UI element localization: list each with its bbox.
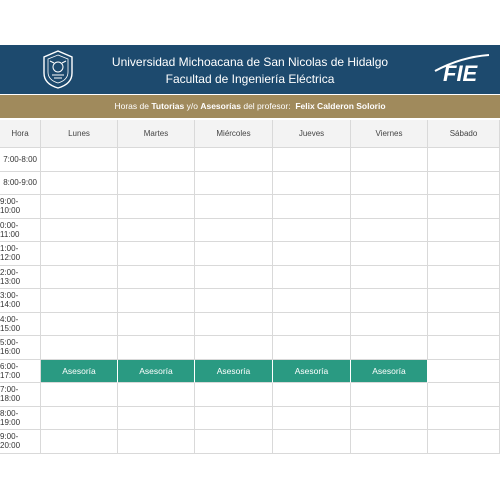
tutor-hours-banner (0, 95, 500, 118)
schedule-cell (118, 407, 195, 431)
table-row (0, 407, 500, 431)
column-header: Viernes (351, 120, 428, 148)
table-row (0, 266, 500, 290)
table-row (0, 360, 500, 384)
schedule-cell (41, 407, 118, 431)
column-header: Martes (118, 120, 195, 148)
schedule-cell (351, 219, 428, 243)
hour-cell: 2:00-13:00 (0, 266, 41, 290)
schedule-cell (195, 383, 273, 407)
table-row (0, 313, 500, 337)
schedule-cell (195, 407, 273, 431)
hour-cell: 9:00-20:00 (0, 430, 41, 454)
banner-prefix: Horas de (114, 101, 149, 111)
hour-cell: 7:00-8:00 (0, 148, 41, 172)
schedule-cell (273, 383, 351, 407)
schedule-cell (118, 289, 195, 313)
schedule-cell (428, 430, 500, 454)
column-header: Hora (0, 120, 41, 148)
asesoria-slot: Asesoría (41, 360, 118, 384)
schedule-cell (428, 219, 500, 243)
schedule-cell (351, 383, 428, 407)
schedule-cell (195, 148, 273, 172)
schedule-cell (41, 242, 118, 266)
hour-cell: 5:00-16:00 (0, 336, 41, 360)
table-row (0, 430, 500, 454)
schedule-cell (195, 172, 273, 196)
table-row (0, 336, 500, 360)
schedule-cell (41, 219, 118, 243)
schedule-cell (428, 360, 500, 384)
schedule-cell (428, 407, 500, 431)
table-row (0, 289, 500, 313)
schedule-cell (351, 289, 428, 313)
schedule-cell (118, 336, 195, 360)
column-header: Lunes (41, 120, 118, 148)
schedule-cell (273, 430, 351, 454)
table-row (0, 172, 500, 196)
schedule-cell (428, 172, 500, 196)
schedule-cell (41, 195, 118, 219)
hour-cell: 9:00-10:00 (0, 195, 41, 219)
schedule-cell (195, 219, 273, 243)
schedule-cell (41, 383, 118, 407)
schedule-cell (195, 242, 273, 266)
faculty-title: Facultad de Ingeniería Eléctrica (165, 72, 335, 86)
header-banner (0, 45, 500, 94)
hour-cell: 0:00-11:00 (0, 219, 41, 243)
hour-cell: 7:00-18:00 (0, 383, 41, 407)
schedule-cell (195, 289, 273, 313)
schedule-cell (428, 195, 500, 219)
asesoria-slot: Asesoría (118, 360, 195, 384)
schedule-cell (351, 266, 428, 290)
table-header-row (0, 120, 500, 148)
schedule-cell (351, 407, 428, 431)
asesoria-slot: Asesoría (351, 360, 428, 384)
table-row (0, 242, 500, 266)
schedule-cell (428, 148, 500, 172)
hour-cell: 6:00-17:00 (0, 360, 41, 384)
schedule-cell (41, 289, 118, 313)
schedule-cell (351, 430, 428, 454)
hour-cell: 8:00-19:00 (0, 407, 41, 431)
hour-cell: 4:00-15:00 (0, 313, 41, 337)
schedule-cell (273, 195, 351, 219)
schedule-cell (41, 266, 118, 290)
schedule-cell (428, 289, 500, 313)
schedule-cell (273, 407, 351, 431)
banner-tutorias: Tutorias (151, 101, 185, 111)
schedule-cell (41, 430, 118, 454)
schedule-cell (428, 266, 500, 290)
schedule-cell (118, 313, 195, 337)
schedule-cell (195, 313, 273, 337)
table-row (0, 148, 500, 172)
schedule-cell (428, 383, 500, 407)
schedule-cell (273, 289, 351, 313)
fie-logo-text: FIE (443, 61, 478, 86)
column-header: Sábado (428, 120, 500, 148)
schedule-cell (428, 336, 500, 360)
hour-cell: 1:00-12:00 (0, 242, 41, 266)
schedule-cell (118, 430, 195, 454)
schedule-cell (351, 195, 428, 219)
schedule-cell (118, 242, 195, 266)
schedule-cell (195, 336, 273, 360)
banner-asesorias: Asesorías (200, 101, 241, 111)
hour-cell: 8:00-9:00 (0, 172, 41, 196)
column-header: Miércoles (195, 120, 273, 148)
schedule-cell (195, 195, 273, 219)
schedule-cell (41, 336, 118, 360)
schedule-cell (273, 266, 351, 290)
schedule-cell (41, 148, 118, 172)
university-title: Universidad Michoacana de San Nicolas de Hidalgo (111, 55, 389, 69)
schedule-cell (118, 172, 195, 196)
schedule-cell (118, 219, 195, 243)
banner-suffix: del profesor: (243, 101, 291, 111)
schedule-cell (273, 313, 351, 337)
schedule-cell (351, 336, 428, 360)
banner-middle: y/o (186, 101, 198, 111)
schedule-cell (118, 148, 195, 172)
schedule-cell (41, 172, 118, 196)
schedule-cell (273, 336, 351, 360)
professor-name: Felix Calderon Solorio (295, 101, 386, 111)
schedule-cell (428, 313, 500, 337)
asesoria-slot: Asesoría (273, 360, 351, 384)
schedule-cell (195, 266, 273, 290)
hour-cell: 3:00-14:00 (0, 289, 41, 313)
schedule-cell (273, 242, 351, 266)
schedule-cell (118, 383, 195, 407)
schedule-cell (351, 313, 428, 337)
schedule-cell (351, 172, 428, 196)
schedule-cell (273, 148, 351, 172)
column-header: Jueves (273, 120, 351, 148)
schedule-cell (41, 313, 118, 337)
schedule-cell (428, 242, 500, 266)
schedule-cell (273, 219, 351, 243)
schedule-cell (195, 430, 273, 454)
schedule-cell (118, 266, 195, 290)
table-row (0, 383, 500, 407)
schedule-cell (351, 242, 428, 266)
schedule-cell (273, 172, 351, 196)
fie-logo (433, 51, 491, 87)
asesoria-slot: Asesoría (195, 360, 273, 384)
table-row (0, 219, 500, 243)
schedule-cell (118, 195, 195, 219)
table-row (0, 195, 500, 219)
schedule-cell (351, 148, 428, 172)
